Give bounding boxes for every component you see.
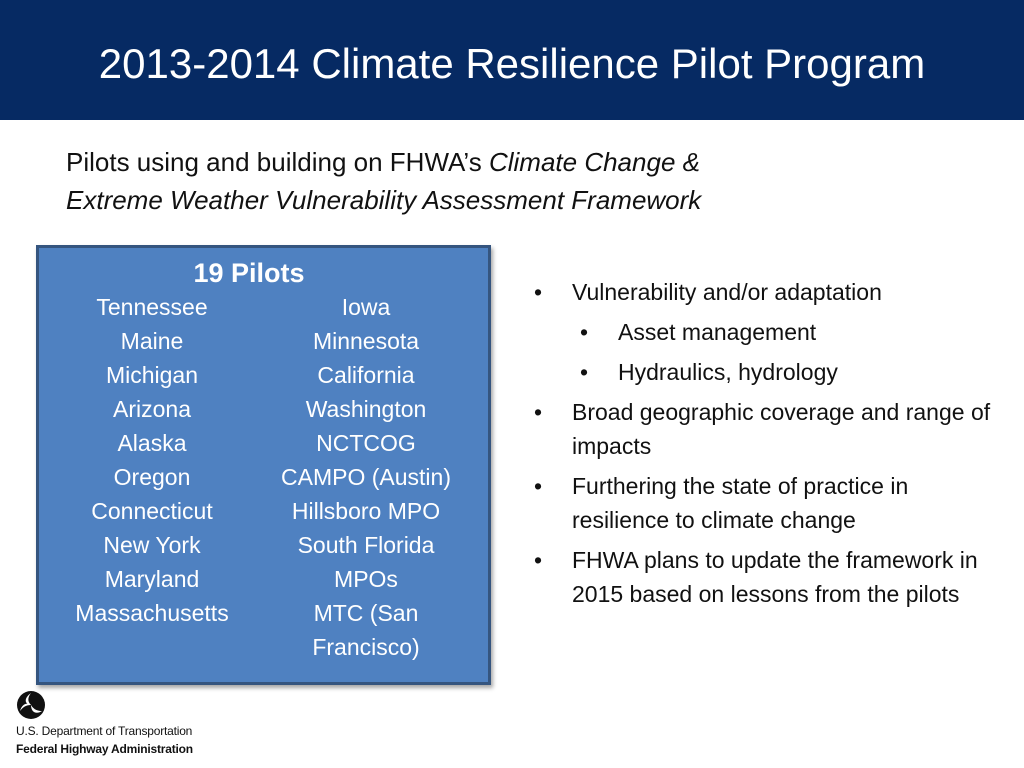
bullet-text: Asset management	[618, 319, 817, 345]
bullet-dot-icon: •	[534, 399, 543, 425]
bullet-text: Broad geographic coverage and range of impacts	[572, 399, 991, 459]
pilots-heading: 19 Pilots	[193, 258, 305, 288]
pilot-item: MTC (San	[313, 600, 419, 626]
bullet-text: Vulnerability and/or adaptation	[572, 279, 882, 305]
pilot-item: Maryland	[104, 566, 200, 592]
bullet-dot-icon: •	[534, 473, 543, 499]
logo-agency-text: Federal Highway Administration	[16, 742, 193, 756]
pilot-item: New York	[103, 532, 201, 558]
bullet-dot-icon: •	[580, 319, 589, 345]
pilot-item: Washington	[305, 396, 427, 422]
pilot-item: Minnesota	[312, 328, 420, 354]
bullet-text: FHWA plans to update the framework in 2015 based on lessons from the pilots	[572, 547, 978, 607]
title-bar	[0, 0, 1024, 120]
logo-department-text: U.S. Department of Transportation	[16, 724, 193, 738]
bullet-item	[528, 395, 1008, 463]
bullet-list	[528, 275, 1008, 617]
pilot-item: Iowa	[341, 294, 391, 320]
bullet-item	[528, 275, 1008, 309]
pilot-item: Hillsboro MPO	[291, 498, 441, 524]
pilots-box	[36, 245, 491, 685]
pilot-item: MPOs	[334, 566, 398, 592]
sub-bullet-item	[528, 355, 1008, 389]
pilots-left-column	[45, 290, 259, 630]
pilot-item: South Florida	[297, 532, 435, 558]
pilot-item: NCTCOG	[316, 430, 416, 456]
slide-subtitle	[66, 143, 966, 219]
pilot-item: Tennessee	[96, 294, 208, 320]
pilot-item: California	[317, 362, 415, 388]
pilot-item: CAMPO (Austin)	[281, 464, 451, 490]
bullet-text: Furthering the state of practice in resilience to climate change	[572, 473, 909, 533]
sub-bullet-item	[528, 315, 1008, 349]
pilot-item: Michigan	[105, 362, 199, 388]
subtitle-italic-line1: Climate Change &	[488, 147, 700, 177]
pilot-item: Connecticut	[91, 498, 213, 524]
pilot-item: Massachusetts	[75, 600, 229, 626]
bullet-item	[528, 469, 1008, 537]
bullet-item	[528, 543, 1008, 611]
bullet-text: Hydraulics, hydrology	[618, 359, 838, 385]
bullet-dot-icon: •	[534, 547, 543, 573]
pilot-item: Maine	[120, 328, 184, 354]
subtitle-prefix: Pilots using and building on FHWA’s	[66, 147, 489, 177]
dot-triskelion-icon	[16, 690, 46, 720]
bullet-dot-icon: •	[534, 279, 543, 305]
pilot-item: Francisco)	[312, 634, 420, 660]
pilot-item: Oregon	[113, 464, 191, 490]
subtitle-italic-line2: Extreme Weather Vulnerability Assessment Framework	[66, 185, 702, 215]
pilots-right-column	[255, 290, 477, 664]
dot-fhwa-logo	[14, 690, 214, 760]
pilot-item: Alaska	[117, 430, 187, 456]
pilot-item: Arizona	[113, 396, 191, 422]
bullet-dot-icon: •	[580, 359, 589, 385]
slide-title: 2013-2014 Climate Resilience Pilot Program	[98, 40, 926, 87]
